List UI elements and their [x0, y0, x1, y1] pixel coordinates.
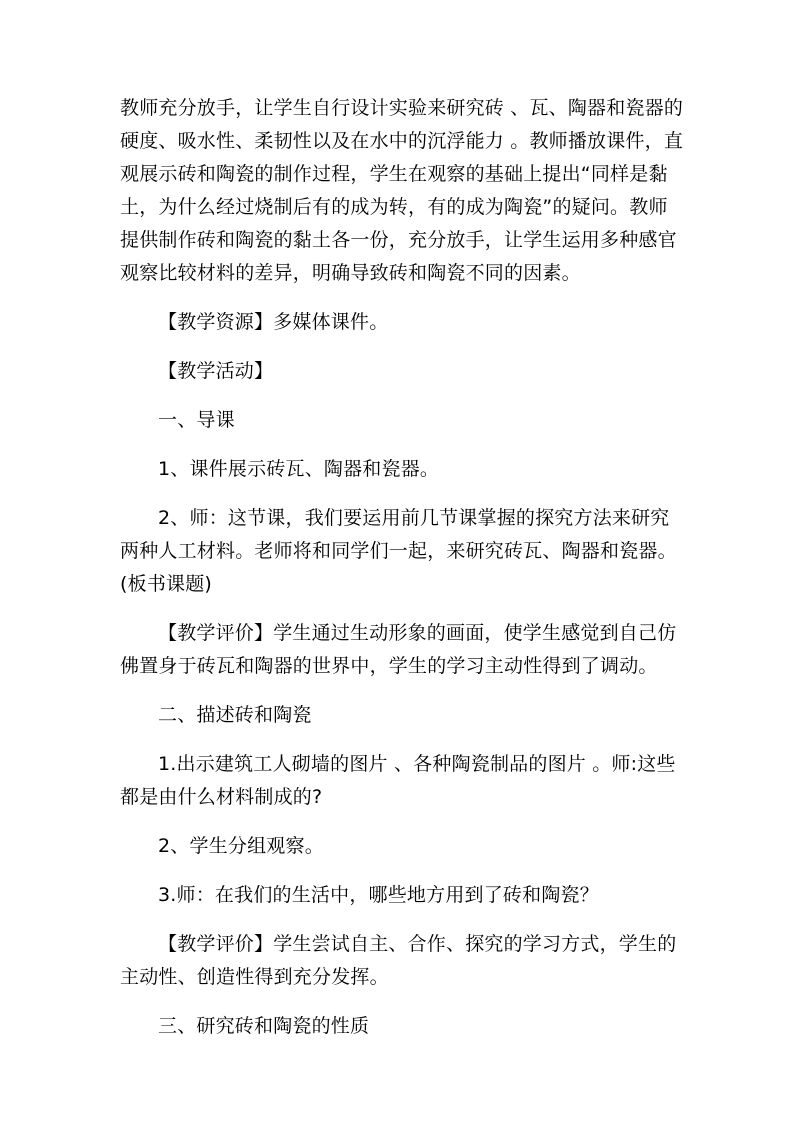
teaching-activities-heading: 【教学活动】 [158, 360, 274, 382]
document-content [120, 92, 685, 1059]
teaching-evaluation-1: 【教学评价】学生通过生动形象的画面，使学生感觉到自己仿佛置身于砖瓦和陶器的世界中，学生的学习主动性得到了调动。 [120, 622, 677, 677]
section-heading-describe: 二、描述砖和陶瓷 [158, 704, 312, 726]
describe-item-2: 2、学生分组观察。 [158, 835, 324, 857]
describe-item-3: 3.师：在我们的生活中，哪些地方用到了砖和陶瓷？ [158, 884, 599, 906]
teaching-resources: 【教学资源】多媒体课件。 [158, 311, 389, 333]
activity-item-2: 2、师：这节课，我们要运用前几节课掌握的探究方法来研究两种人工材料。老师将和同学们一起，来研究砖瓦、陶器和瓷器。(板书课题) [120, 507, 677, 595]
describe-item-1: 1.出示建筑工人砌墙的图片 、各种陶瓷制品的图片 。师:这些都是由什么材料制成的? [120, 753, 676, 808]
teaching-evaluation-2: 【教学评价】学生尝试自主、合作、探究的学习方式，学生的主动性、创造性得到充分发挥。 [120, 933, 677, 988]
section-heading-intro: 一、导课 [158, 409, 235, 431]
activity-item-1: 1、课件展示砖瓦、陶器和瓷器。 [158, 458, 440, 480]
paragraph-intro: 教师充分放手，让学生自行设计实验来研究砖 、瓦、陶器和瓷器的硬度、吸水性、柔韧性以及在水中的沉浮能力 。教师播放课件，直观展示砖和陶瓷的制作过程，学生在观察的基础上提出“同样是黏土，为什么经过烧制后有的成为转，有的成为陶瓷”的疑问。教师提供制作砖和陶瓷的黏土各一份，充分放手，让学生运用多种感官观察比较材料的差异，明确导致砖和陶瓷不同的因素。 [120, 97, 684, 284]
section-heading-research: 三、研究砖和陶瓷的性质 [158, 1015, 370, 1037]
